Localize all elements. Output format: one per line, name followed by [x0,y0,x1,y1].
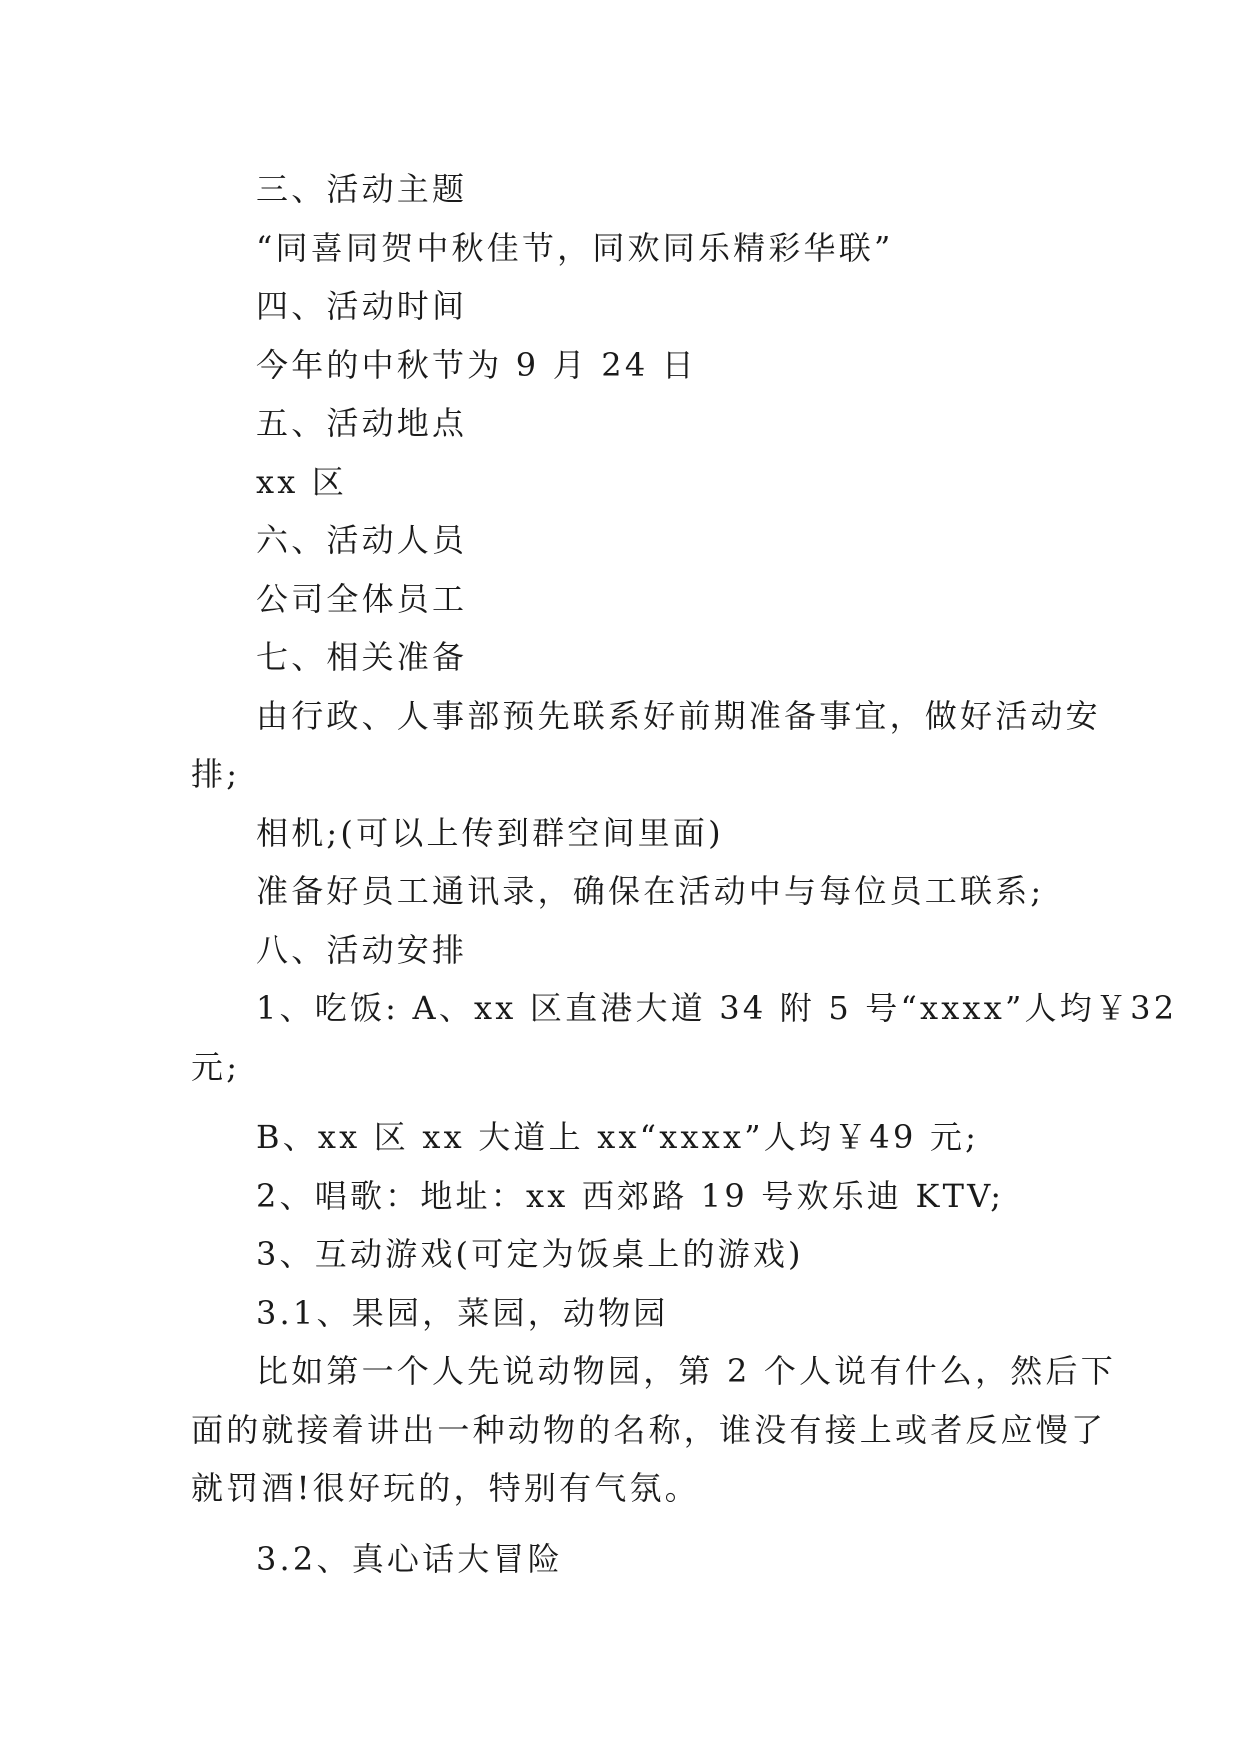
time-text: 今年的中秋节为 9 月 24 日 [256,345,697,384]
game-orchard-desc-1: 比如第一个人先说动物园，第 2 个人说有什么，然后下 [256,1352,1116,1390]
schedule-karaoke: 2、唱歌：地址：xx 西郊路 19 号欢乐迪 KTV; [256,1176,1005,1215]
theme-slogan: “同喜同贺中秋佳节，同欢同乐精彩华联” [256,228,894,267]
schedule-dining-a-cont: 元; [191,1047,241,1086]
game-orchard-desc-2: 面的就接着讲出一种动物的名称，谁没有接上或者反应慢了 [191,1410,1107,1449]
heading-theme: 三、活动主题 [256,170,468,208]
preparation-camera: 相机;(可以上传到群空间里面) [256,813,724,852]
preparation-contacts: 准备好员工通讯录，确保在活动中与每位员工联系; [256,872,1045,910]
heading-preparation: 七、相关准备 [256,638,468,676]
document-body [191,160,1178,1588]
spacer [191,1518,1053,1530]
heading-time: 四、活动时间 [256,287,468,325]
schedule-dining-a: 1、吃饭: A、xx 区直港大道 34 附 5 号“xxxx”人均￥32 [256,989,1178,1027]
game-orchard-desc-3: 就罚酒!很好玩的，特别有气氛。 [191,1469,700,1507]
schedule-dining-b: B、xx 区 xx 大道上 xx“xxxx”人均￥49 元; [256,1118,980,1156]
location-text: xx 区 [256,462,348,501]
participants-text: 公司全体员工 [256,579,468,618]
game-orchard-heading: 3.1、果园，菜园，动物园 [256,1293,669,1332]
heading-participants: 六、活动人员 [256,521,468,559]
spacer [191,1096,1053,1108]
preparation-paragraph-1: 由行政、人事部预先联系好前期准备事宜，做好活动安 [256,696,1101,735]
heading-schedule: 八、活动安排 [256,930,468,969]
schedule-games: 3、互动游戏(可定为饭桌上的游戏) [256,1235,804,1273]
game-truth-dare-heading: 3.2、真心话大冒险 [256,1539,563,1578]
heading-location: 五、活动地点 [256,404,468,442]
preparation-paragraph-1-cont: 排; [191,755,241,793]
